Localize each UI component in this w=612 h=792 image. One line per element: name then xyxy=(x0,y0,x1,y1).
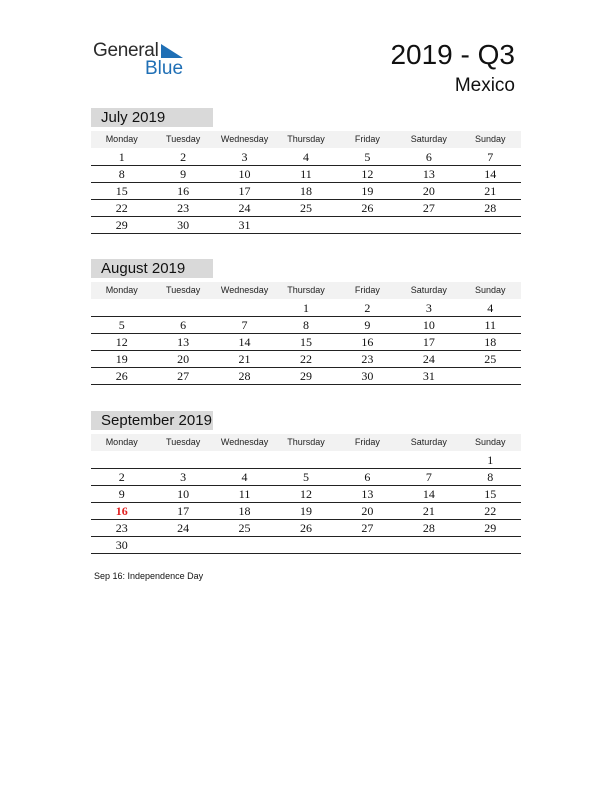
day-cell: 24 xyxy=(238,201,251,215)
day-cell: 11 xyxy=(484,318,497,332)
weekday-label: Thursday xyxy=(287,437,325,447)
day-cell: 1 xyxy=(118,150,125,164)
empty-day-cell xyxy=(398,537,459,553)
day-cell: 30 xyxy=(177,218,190,232)
day-cell: 6 xyxy=(180,318,187,332)
day-cell: 26 xyxy=(361,201,374,215)
weekday-label: Friday xyxy=(354,134,380,144)
country-label: Mexico xyxy=(454,75,515,96)
empty-day-cell xyxy=(152,452,213,468)
week-row xyxy=(91,469,521,486)
week-row xyxy=(91,149,521,166)
week-row xyxy=(91,452,521,469)
week-row xyxy=(91,166,521,183)
day-cell: 2 xyxy=(118,470,125,484)
day-cell: 27 xyxy=(361,521,374,535)
month-calendar-september xyxy=(91,411,521,554)
empty-day-cell xyxy=(398,217,459,233)
day-cell: 26 xyxy=(299,521,312,535)
empty-day-cell xyxy=(337,537,398,553)
day-cell: 10 xyxy=(238,167,251,181)
day-cell: 24 xyxy=(177,521,190,535)
day-cell: 5 xyxy=(118,318,125,332)
empty-day-cell xyxy=(91,300,152,316)
weekday-header-row xyxy=(91,131,521,148)
logo-text-general: General xyxy=(93,40,159,61)
week-row xyxy=(91,503,521,520)
week-row xyxy=(91,486,521,503)
week-row xyxy=(91,537,521,554)
holiday-notes: Sep 16: Independence Day xyxy=(94,571,204,581)
day-cell: 23 xyxy=(115,521,128,535)
day-cell: 19 xyxy=(115,352,128,366)
day-cell: 28 xyxy=(484,201,497,215)
month-title: July 2019 xyxy=(91,108,213,127)
day-cell: 21 xyxy=(422,504,435,518)
day-cell: 12 xyxy=(115,335,128,349)
weekday-label: Thursday xyxy=(287,134,325,144)
empty-day-cell xyxy=(214,452,275,468)
empty-day-cell xyxy=(398,452,459,468)
week-row xyxy=(91,334,521,351)
day-cell: 5 xyxy=(302,470,309,484)
day-cell: 29 xyxy=(484,521,497,535)
weekday-label: Wednesday xyxy=(220,134,269,144)
weekday-label: Sunday xyxy=(474,285,506,295)
logo-flag-icon xyxy=(161,44,183,58)
week-row xyxy=(91,300,521,317)
day-cell: 13 xyxy=(177,335,190,349)
day-cell: 19 xyxy=(299,504,312,518)
day-cell: 8 xyxy=(487,470,494,484)
week-row xyxy=(91,368,521,385)
day-cell: 20 xyxy=(361,504,374,518)
day-cell: 17 xyxy=(177,504,190,518)
day-cell: 2 xyxy=(180,150,187,164)
day-cell: 16 xyxy=(361,335,374,349)
day-cell: 8 xyxy=(302,318,309,332)
day-cell: 12 xyxy=(361,167,374,181)
week-row xyxy=(91,183,521,200)
empty-day-cell xyxy=(275,452,336,468)
week-row xyxy=(91,520,521,537)
day-cell: 30 xyxy=(115,538,128,552)
empty-day-cell xyxy=(152,537,213,553)
month-title: September 2019 xyxy=(91,411,213,430)
empty-day-cell xyxy=(214,300,275,316)
day-cell: 30 xyxy=(361,369,374,383)
weekday-label: Wednesday xyxy=(220,437,269,447)
day-cell: 20 xyxy=(177,352,190,366)
weekday-header-row xyxy=(91,434,521,451)
day-cell: 11 xyxy=(300,167,312,181)
month-calendar-august xyxy=(91,259,521,385)
day-cell: 25 xyxy=(299,201,312,215)
weekday-label: Friday xyxy=(354,437,380,447)
empty-day-cell xyxy=(460,537,521,553)
weekday-header-row xyxy=(91,282,521,299)
day-cell: 17 xyxy=(238,184,251,198)
week-row xyxy=(91,351,521,368)
day-cell: 21 xyxy=(484,184,497,198)
day-cell: 6 xyxy=(425,150,432,164)
day-cell: 28 xyxy=(238,369,251,383)
day-cell: 20 xyxy=(422,184,435,198)
day-cell: 14 xyxy=(238,335,251,349)
day-cell: 24 xyxy=(422,352,435,366)
day-cell: 16 xyxy=(177,184,190,198)
empty-day-cell xyxy=(337,217,398,233)
weekday-label: Sunday xyxy=(474,134,506,144)
day-cell: 27 xyxy=(422,201,435,215)
day-cell: 9 xyxy=(118,487,125,501)
weekday-label: Friday xyxy=(354,285,380,295)
day-cell: 22 xyxy=(299,352,312,366)
day-cell: 12 xyxy=(299,487,312,501)
day-cell: 13 xyxy=(361,487,374,501)
day-cell: 26 xyxy=(115,369,128,383)
generalblue-logo xyxy=(93,40,193,80)
weekday-label: Monday xyxy=(105,134,138,144)
day-cell: 6 xyxy=(364,470,371,484)
day-cell: 15 xyxy=(299,335,312,349)
weekday-label: Tuesday xyxy=(166,134,201,144)
day-cell: 5 xyxy=(364,150,371,164)
day-cell: 19 xyxy=(361,184,374,198)
holiday-day-cell: 16 xyxy=(115,504,128,518)
day-cell: 22 xyxy=(484,504,497,518)
month-title: August 2019 xyxy=(91,259,213,278)
week-row xyxy=(91,217,521,234)
day-cell: 15 xyxy=(484,487,497,501)
empty-day-cell xyxy=(214,537,275,553)
week-row xyxy=(91,200,521,217)
day-cell: 2 xyxy=(364,301,371,315)
empty-day-cell xyxy=(460,217,521,233)
day-cell: 4 xyxy=(241,470,248,484)
day-cell: 29 xyxy=(115,218,128,232)
day-cell: 10 xyxy=(177,487,190,501)
weekday-label: Tuesday xyxy=(166,285,201,295)
empty-day-cell xyxy=(275,537,336,553)
day-cell: 3 xyxy=(241,150,248,164)
day-cell: 23 xyxy=(361,352,374,366)
weekday-label: Monday xyxy=(105,437,138,447)
month-calendar-july xyxy=(91,108,521,234)
empty-day-cell xyxy=(275,217,336,233)
day-cell: 28 xyxy=(422,521,435,535)
day-cell: 25 xyxy=(238,521,251,535)
day-cell: 7 xyxy=(241,318,248,332)
empty-day-cell xyxy=(337,452,398,468)
day-cell: 15 xyxy=(115,184,128,198)
empty-day-cell xyxy=(91,452,152,468)
day-cell: 7 xyxy=(425,470,432,484)
day-cell: 14 xyxy=(484,167,497,181)
day-cell: 3 xyxy=(180,470,187,484)
day-cell: 23 xyxy=(177,201,190,215)
day-cell: 3 xyxy=(425,301,432,315)
day-cell: 9 xyxy=(364,318,371,332)
weekday-label: Monday xyxy=(105,285,138,295)
day-cell: 18 xyxy=(299,184,312,198)
day-cell: 1 xyxy=(487,453,494,467)
day-cell: 8 xyxy=(118,167,125,181)
day-cell: 21 xyxy=(238,352,251,366)
day-cell: 11 xyxy=(238,487,251,501)
page-title: 2019 - Q3 xyxy=(390,39,515,70)
weekday-label: Saturday xyxy=(410,134,447,144)
weekday-label: Saturday xyxy=(410,437,447,447)
weekday-label: Wednesday xyxy=(220,285,269,295)
day-cell: 4 xyxy=(487,301,494,315)
weekday-label: Thursday xyxy=(287,285,325,295)
day-cell: 1 xyxy=(302,301,309,315)
empty-day-cell xyxy=(152,300,213,316)
logo-text-blue: Blue xyxy=(145,58,184,79)
week-row xyxy=(91,317,521,334)
day-cell: 31 xyxy=(238,218,251,232)
day-cell: 7 xyxy=(487,150,494,164)
day-cell: 13 xyxy=(422,167,435,181)
empty-day-cell xyxy=(460,368,521,384)
day-cell: 17 xyxy=(422,335,435,349)
day-cell: 22 xyxy=(115,201,128,215)
day-cell: 31 xyxy=(422,369,435,383)
day-cell: 27 xyxy=(177,369,190,383)
weekday-label: Sunday xyxy=(474,437,506,447)
weekday-label: Saturday xyxy=(410,285,447,295)
day-cell: 4 xyxy=(302,150,309,164)
day-cell: 18 xyxy=(484,335,497,349)
day-cell: 18 xyxy=(238,504,251,518)
day-cell: 25 xyxy=(484,352,497,366)
day-cell: 14 xyxy=(422,487,435,501)
day-cell: 29 xyxy=(299,369,312,383)
day-cell: 10 xyxy=(422,318,435,332)
day-cell: 9 xyxy=(180,167,187,181)
weekday-label: Tuesday xyxy=(166,437,201,447)
